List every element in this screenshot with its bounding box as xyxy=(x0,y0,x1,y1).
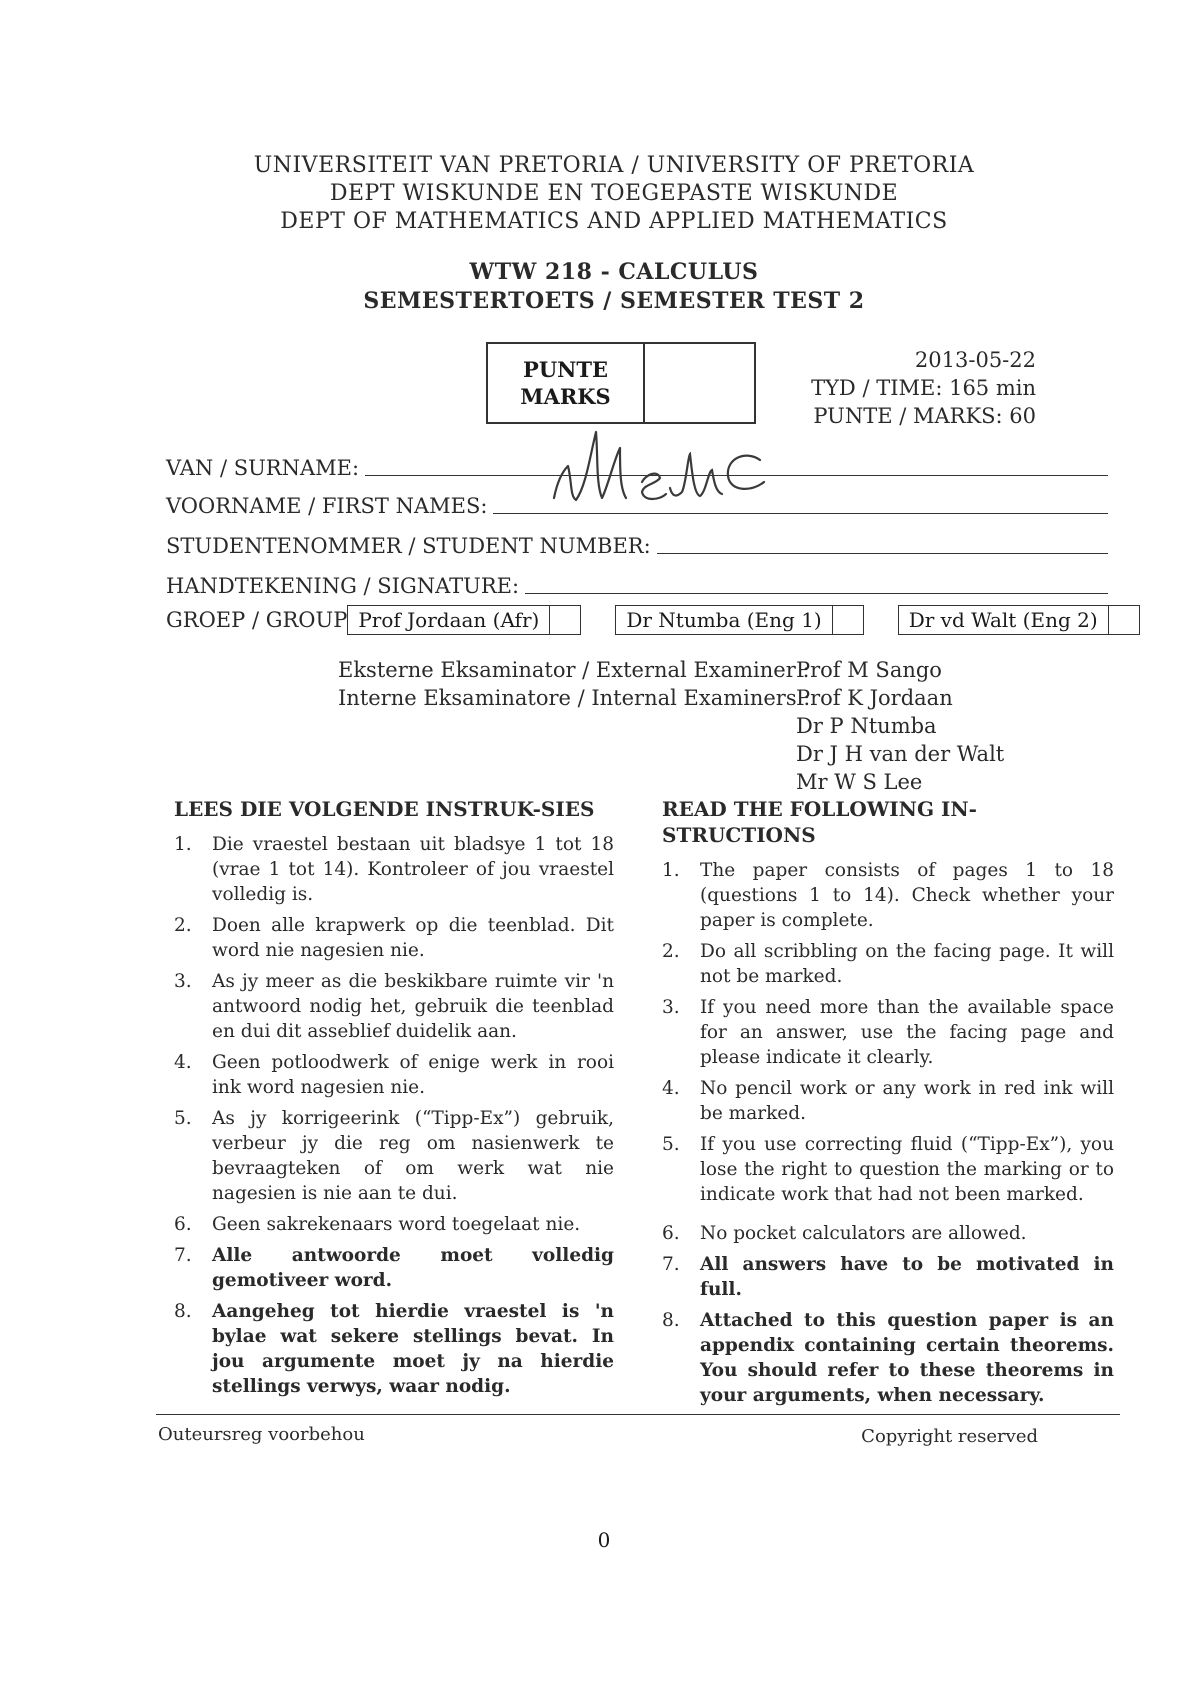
instruction-item: 4. Geen potloodwerk of enige werk in rooi ink word nagesien nie. xyxy=(174,1052,614,1098)
surname-line[interactable] xyxy=(365,475,1108,476)
footer-copyright-afr: Outeursreg voorbehou xyxy=(158,1424,365,1445)
marks-box xyxy=(486,342,756,424)
instruction-item: 8. Attached to this question paper is an appendix containing certain theorems. You should refer to these theorems in your arguments, when necessary. xyxy=(662,1310,1114,1406)
group-option-vdwalt[interactable] xyxy=(898,605,1140,635)
exam-meta xyxy=(811,346,1036,430)
footer-copyright-eng: Copyright reserved xyxy=(861,1426,1038,1447)
university-header xyxy=(0,152,1200,236)
instruction-item: 3. As jy meer as die beskikbare ruimte vir 'n antwoord nodig het, gebruik die teenblad en dui dit asseblief duidelik aan. xyxy=(174,971,614,1042)
exam-total-marks: PUNTE / MARKS: 60 xyxy=(813,404,1036,428)
signature-field[interactable] xyxy=(166,566,1108,600)
header-line-2: DEPT WISKUNDE EN TOEGEPASTE WISKUNDE xyxy=(329,181,899,206)
instruction-item: 2. Doen alle krapwerk op die teenblad. Dit word nie nagesien nie. xyxy=(174,915,614,961)
group-selector xyxy=(166,604,1140,636)
marks-label-afr: PUNTE xyxy=(523,357,608,382)
instruction-item: 5. As jy korrigeerink (“Tipp-Ex”) gebruik, verbeur jy die reg om nasienwerk te bevraagteken of om werk wat nie nagesien is nie aan te dui. xyxy=(174,1108,614,1204)
instruction-item: 6. No pocket calculators are allowed. xyxy=(662,1223,1027,1244)
group-option-label: Dr Ntumba (Eng 1) xyxy=(626,608,822,632)
group-checkbox[interactable] xyxy=(1108,606,1139,634)
instruction-item: 7. All answers have to be motivated in full. xyxy=(662,1254,1114,1300)
internal-examiner-name: Prof K Jordaan xyxy=(796,686,953,710)
instruction-item: 4. No pencil work or any work in red ink will be marked. xyxy=(662,1078,1114,1124)
group-checkbox[interactable] xyxy=(549,606,580,634)
group-checkbox[interactable] xyxy=(832,606,863,634)
page-number: 0 xyxy=(597,1528,611,1552)
footer-divider xyxy=(156,1414,1120,1415)
signature-line[interactable] xyxy=(525,593,1108,594)
exam-time: TYD / TIME: 165 min xyxy=(811,376,1036,400)
internal-examiner-name: Dr J H van der Walt xyxy=(796,742,1005,766)
student-number-line[interactable] xyxy=(657,553,1108,554)
instruction-item: 1. The paper consists of pages 1 to 18 (questions 1 to 14). Check whether your paper is complete. xyxy=(662,860,1114,931)
instruction-item: 6. Geen sakrekenaars word toegelaat nie. xyxy=(174,1214,581,1235)
instruction-item: 8. Aangeheg tot hierdie vraestel is 'n bylae wat sekere stellings bevat. In jou argumente moet jy na hierdie stellings verwys, waar nodig. xyxy=(174,1301,614,1397)
internal-examiner-name: Dr P Ntumba xyxy=(796,714,937,738)
surname-label: VAN / SURNAME: xyxy=(166,456,360,480)
header-line-1: UNIVERSITEIT VAN PRETORIA / UNIVERSITY OF PRETORIA xyxy=(253,153,975,178)
instructions-english xyxy=(662,796,1114,1414)
external-examiner-name: Prof M Sango xyxy=(796,658,942,682)
marks-label xyxy=(488,344,645,422)
student-number-label: STUDENTENOMMER / STUDENT NUMBER: xyxy=(166,534,651,558)
first-names-field[interactable] xyxy=(166,486,1108,520)
marks-entry-cell[interactable] xyxy=(645,344,754,422)
external-examiner-label: Eksterne Eksaminator / External Examiner : xyxy=(338,658,810,682)
exam-date: 2013-05-22 xyxy=(914,348,1036,372)
student-number-field[interactable] xyxy=(166,526,1108,560)
group-option-label: Prof Jordaan (Afr) xyxy=(358,608,540,632)
group-label: GROEP / GROUP xyxy=(166,608,348,632)
marks-label-eng: MARKS xyxy=(520,384,611,409)
instructions-eng-title: READ THE FOLLOWING IN-STRUCTIONS xyxy=(662,797,977,847)
instructions-afr-title: LEES DIE VOLGENDE INSTRUK-SIES xyxy=(174,797,595,821)
instruction-item: 2. Do all scribbling on the facing page. It will not be marked. xyxy=(662,941,1114,987)
instructions-afrikaans xyxy=(174,796,614,1405)
course-title: WTW 218 - CALCULUS xyxy=(469,259,759,285)
test-title: SEMESTERTOETS / SEMESTER TEST 2 xyxy=(363,288,865,314)
examiners-list xyxy=(338,656,1004,796)
group-option-label: Dr vd Walt (Eng 2) xyxy=(908,608,1098,632)
group-option-jordaan[interactable] xyxy=(347,605,581,635)
internal-examiner-name: Mr W S Lee xyxy=(796,770,923,794)
surname-field[interactable] xyxy=(166,448,1108,482)
instruction-item: 1. Die vraestel bestaan uit bladsye 1 tot 18 (vrae 1 tot 14). Kontroleer of jou vraestel volledig is. xyxy=(174,834,614,905)
group-option-ntumba[interactable] xyxy=(615,605,863,635)
first-names-label: VOORNAME / FIRST NAMES: xyxy=(166,494,488,518)
instruction-item: 3. If you need more than the available space for an answer, use the facing page and please indicate it clearly. xyxy=(662,997,1114,1068)
instruction-item: 7. Alle antwoorde moet volledig gemotiveer word. xyxy=(174,1245,614,1291)
internal-examiners-label: Interne Eksaminatore / Internal Examiners : xyxy=(338,686,811,710)
exam-title xyxy=(0,258,1200,316)
header-line-3: DEPT OF MATHEMATICS AND APPLIED MATHEMATICS xyxy=(280,209,948,234)
instruction-item: 5. If you use correcting fluid (“Tipp-Ex”), you lose the right to question the marking or to indicate work that had not been marked. xyxy=(662,1134,1114,1205)
signature-label: HANDTEKENING / SIGNATURE: xyxy=(166,574,520,598)
first-names-line[interactable] xyxy=(493,513,1108,514)
